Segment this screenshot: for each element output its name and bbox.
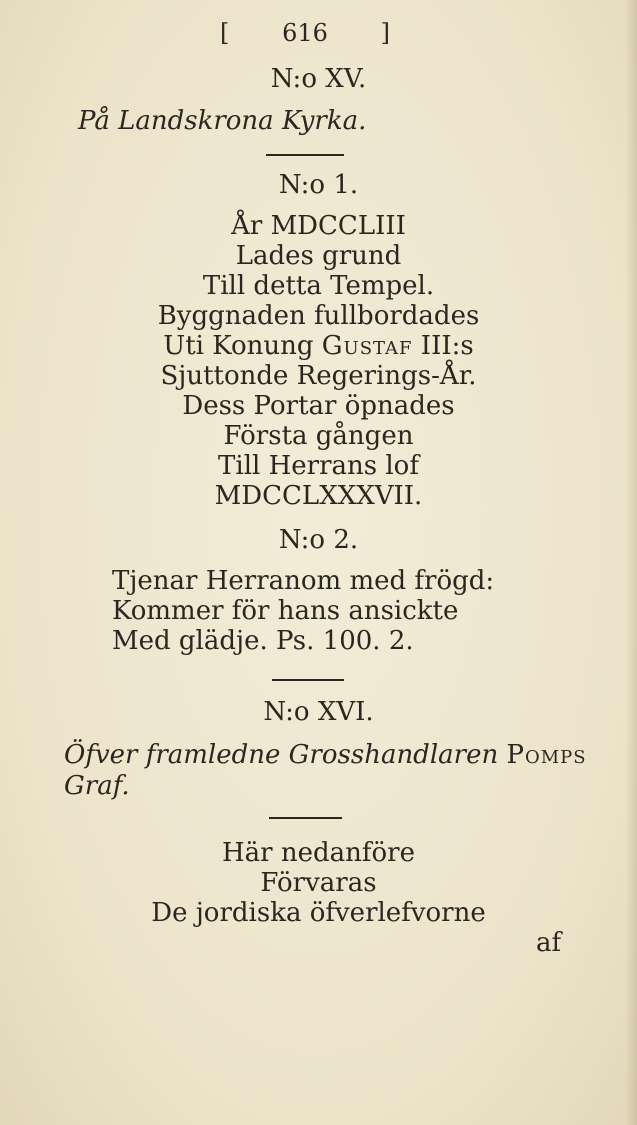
- section-xvi-heading: N:o XVI.: [263, 697, 374, 727]
- no1-line-3: Till detta Tempel.: [202, 271, 435, 301]
- divider-rule-2: [272, 679, 344, 681]
- no1-line-10: MDCCLXXXVII.: [214, 481, 423, 511]
- no1-line-1: År MDCCLIII: [231, 211, 406, 241]
- no1-line-9: Till Herrans lof: [218, 451, 419, 481]
- section-xv-subtitle: På Landskrona Kyrka.: [78, 106, 367, 136]
- epitaph-line-2: Förvaras: [260, 868, 377, 898]
- section-xvi-subtitle: [64, 740, 587, 770]
- section-xv-heading: N:o XV.: [270, 64, 367, 94]
- no1-line-2: Lades grund: [235, 241, 402, 271]
- no1-line-4: Byggnaden fullbordades: [157, 301, 480, 331]
- no2-line-3: Med glädje. Ps. 100. 2.: [112, 626, 414, 656]
- no2-heading: N:o 2.: [278, 525, 359, 555]
- page-number: 616: [282, 19, 328, 47]
- page-edge-shadow: [625, 0, 637, 1125]
- section-xvi-subtitle-italic: Öfver framledne Grosshandlaren: [64, 740, 499, 770]
- right-bracket: ]: [380, 19, 390, 47]
- section-xvi-subtitle-line-2: Graf.: [64, 771, 130, 801]
- divider-rule-3: [269, 817, 342, 819]
- no1-heading: N:o 1.: [278, 170, 359, 200]
- no2-line-2: Kommer för hans ansickte: [112, 596, 459, 626]
- divider-rule-1: [266, 154, 344, 156]
- epitaph-line-1: Här nedanföre: [222, 838, 415, 868]
- no1-line-5-prefix: Uti Konung: [163, 331, 322, 361]
- no1-line-8: Första gången: [223, 421, 414, 451]
- left-bracket: [: [220, 19, 230, 47]
- catchword: af: [536, 928, 562, 958]
- no1-line-5-suffix: III:s: [412, 331, 474, 361]
- no1-line-7: Dess Portar öpnades: [182, 391, 455, 421]
- epitaph-line-3: De jordiska öfverlefvorne: [151, 898, 486, 928]
- king-name: Gustaf: [321, 331, 413, 361]
- no1-line-5: [0, 331, 637, 361]
- section-xvi-name: Pomps: [506, 740, 587, 770]
- no2-line-1: Tjenar Herranom med frögd:: [112, 566, 495, 596]
- no1-line-6: Sjuttonde Regerings-År.: [160, 361, 477, 391]
